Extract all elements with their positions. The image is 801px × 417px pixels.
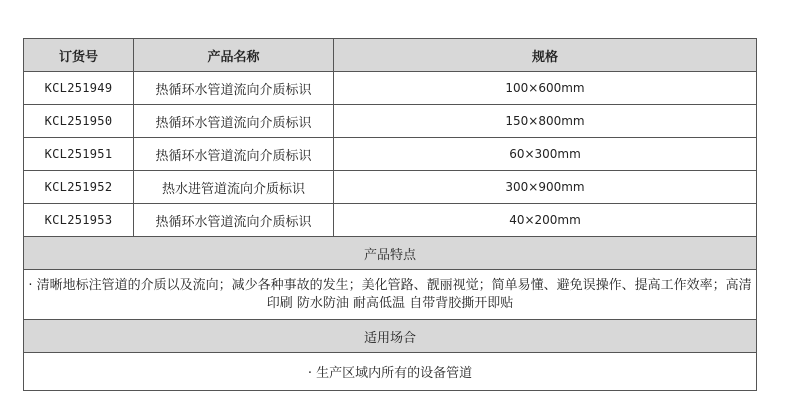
order-no-cell: KCL251950	[24, 105, 134, 138]
table-row	[24, 105, 757, 138]
spec-cell: 60×300mm	[334, 138, 757, 171]
spec-cell: 150×800mm	[334, 105, 757, 138]
table-row	[24, 138, 757, 171]
order-no-cell: KCL251951	[24, 138, 134, 171]
spec-cell: 100×600mm	[334, 72, 757, 105]
features-title: 产品特点	[24, 237, 757, 270]
order-no-cell: KCL251953	[24, 204, 134, 237]
table-row	[24, 171, 757, 204]
table-row	[24, 204, 757, 237]
product-name-cell: 热循环水管道流向介质标识	[134, 204, 334, 237]
features-row	[24, 270, 757, 320]
header-order-no: 订货号	[24, 39, 134, 72]
usage-title-row	[24, 320, 757, 353]
table-row	[24, 72, 757, 105]
product-name-cell: 热循环水管道流向介质标识	[134, 138, 334, 171]
usage-title: 适用场合	[24, 320, 757, 353]
order-no-cell: KCL251949	[24, 72, 134, 105]
product-spec-table	[23, 38, 757, 391]
spec-cell: 300×900mm	[334, 171, 757, 204]
header-product-name: 产品名称	[134, 39, 334, 72]
product-name-cell: 热水进管道流向介质标识	[134, 171, 334, 204]
order-no-cell: KCL251952	[24, 171, 134, 204]
product-name-cell: 热循环水管道流向介质标识	[134, 105, 334, 138]
header-spec: 规格	[334, 39, 757, 72]
features-text: · 清晰地标注管道的介质以及流向；减少各种事故的发生；美化管路、靓丽视觉；简单易懂、避免误操作、提高工作效率；高清印刷 防水防油 耐高低温 自带背胶撕开即贴	[24, 270, 757, 320]
usage-row	[24, 353, 757, 391]
spec-cell: 40×200mm	[334, 204, 757, 237]
product-name-cell: 热循环水管道流向介质标识	[134, 72, 334, 105]
table-header-row	[24, 39, 757, 72]
usage-text: · 生产区域内所有的设备管道	[24, 353, 757, 391]
features-title-row	[24, 237, 757, 270]
